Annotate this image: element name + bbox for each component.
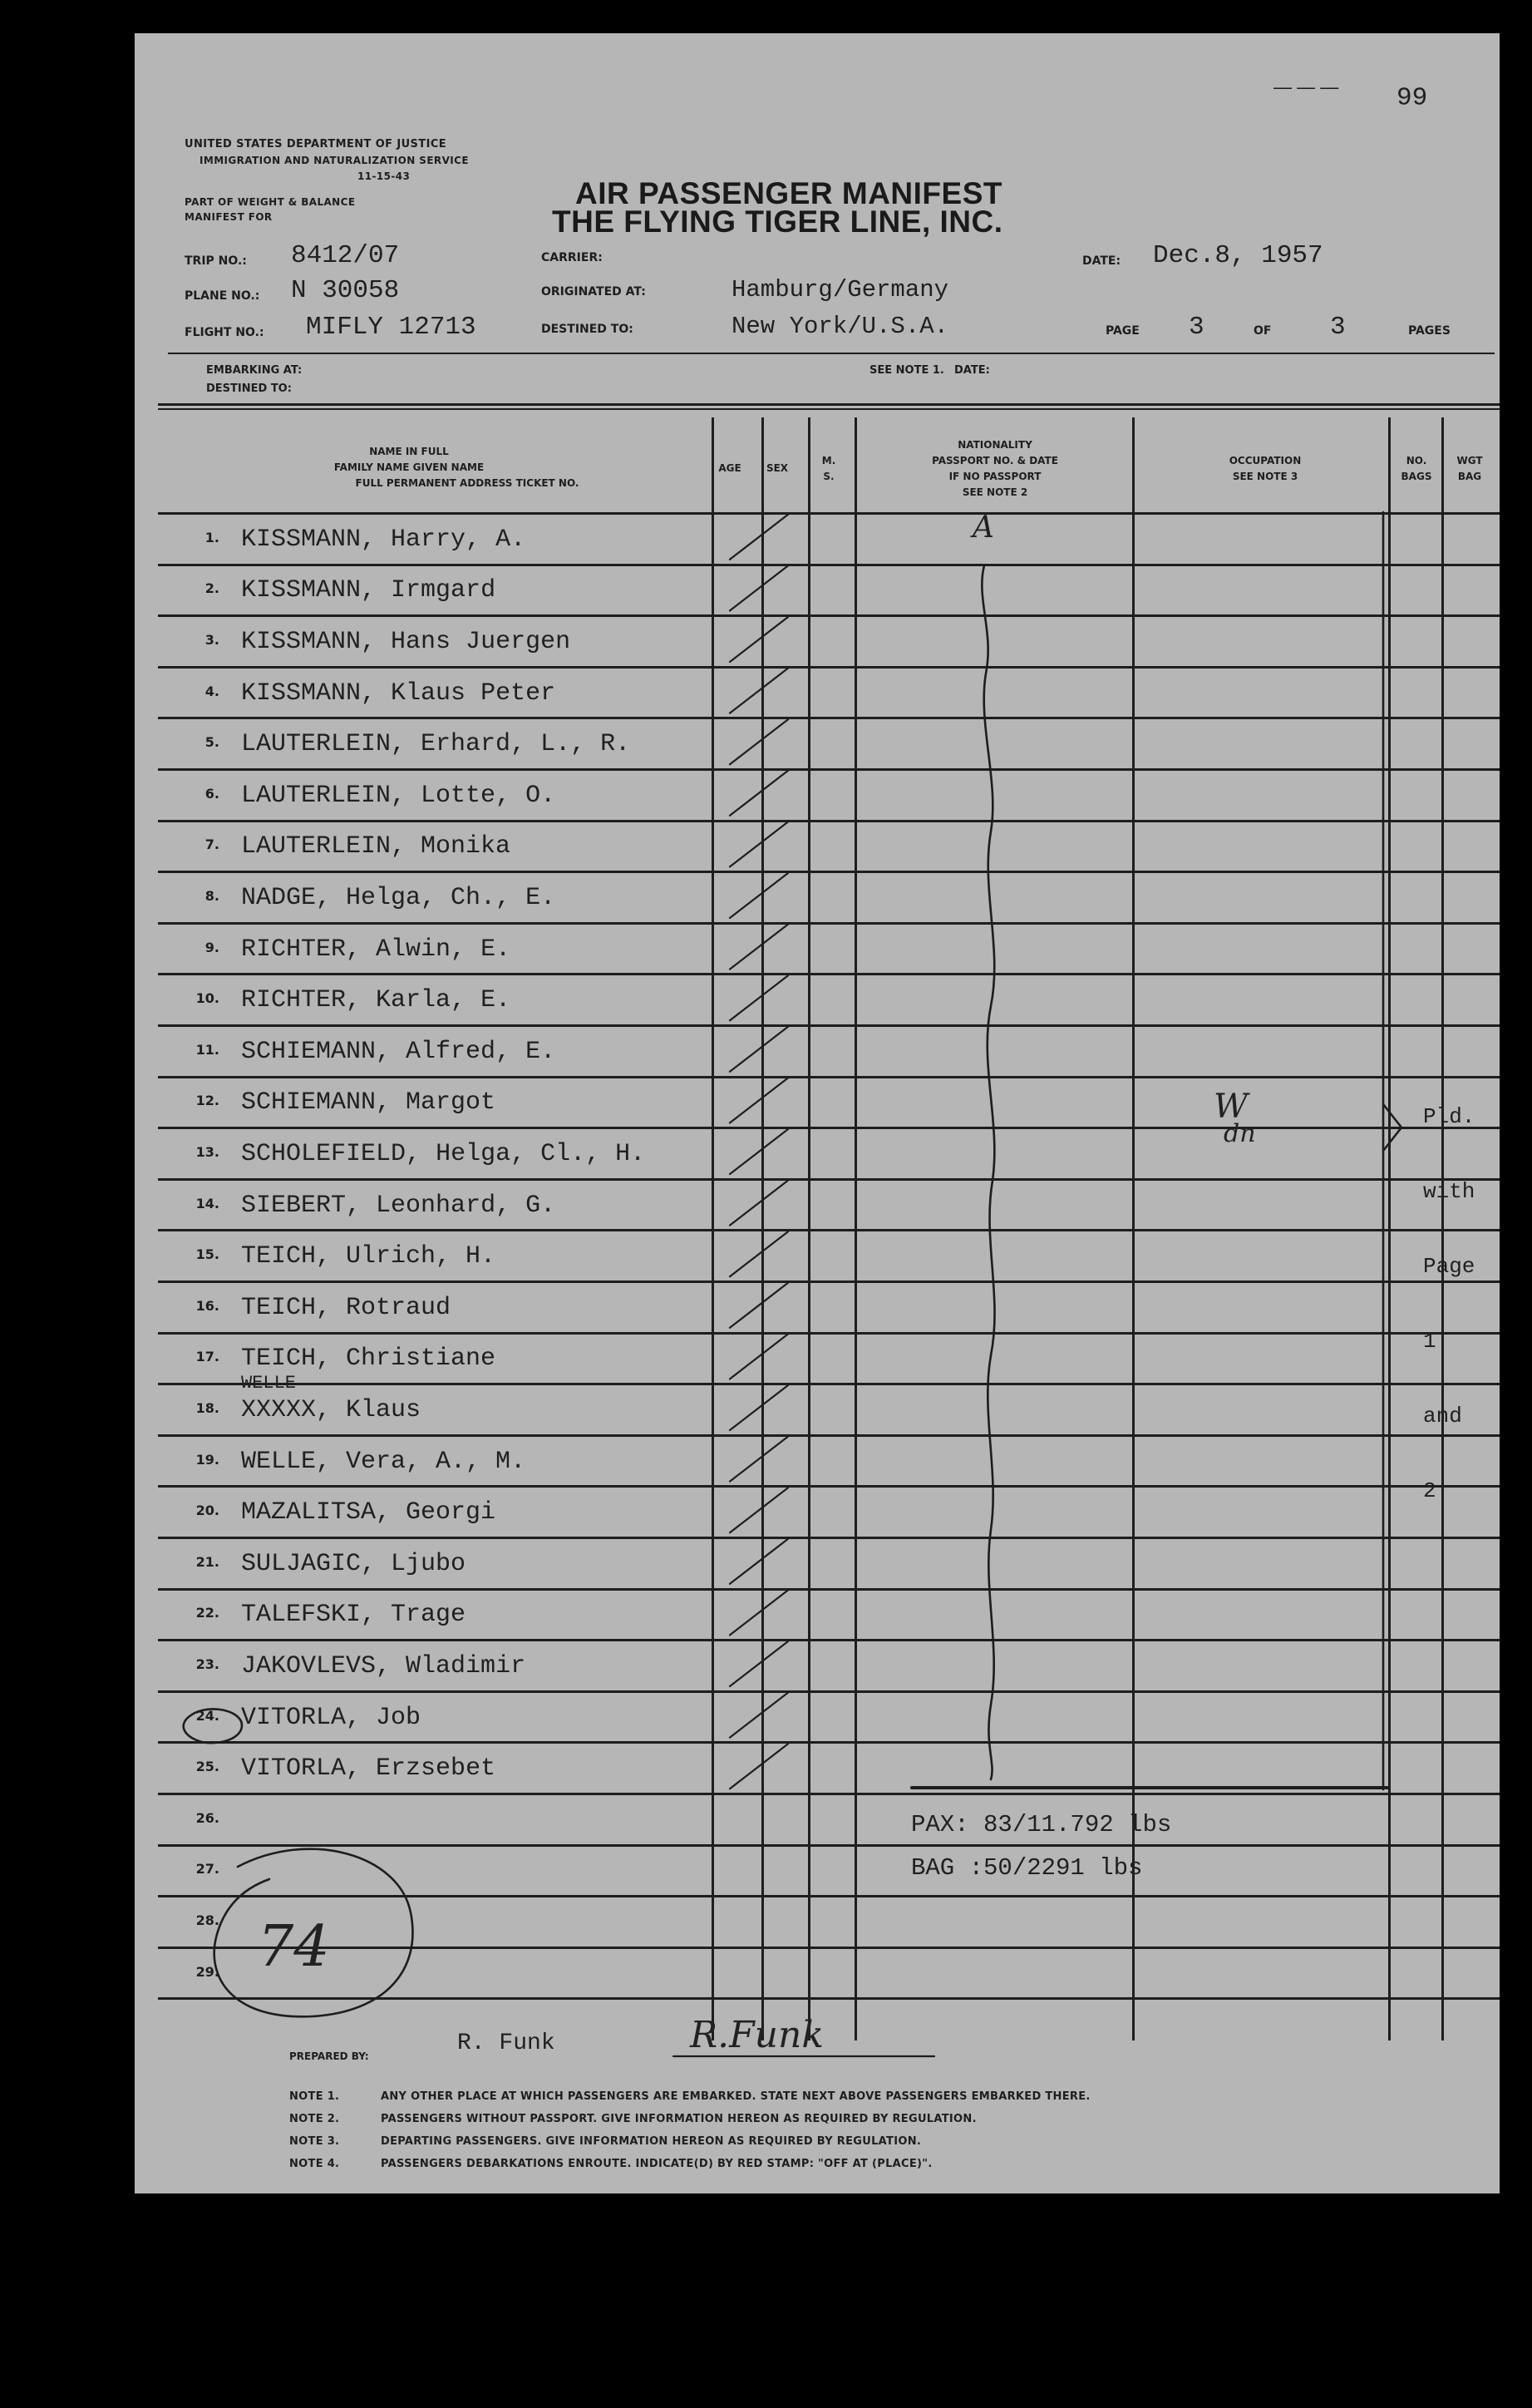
- row-number: 20.: [195, 1503, 219, 1519]
- col-nat-line3: IF NO PASSPORT: [948, 471, 1042, 482]
- row-number: 7.: [204, 836, 219, 853]
- col-nat-line2: PASSPORT NO. & DATE: [932, 455, 1058, 466]
- plane-value: N 30058: [291, 276, 400, 305]
- col-occ-line2: SEE NOTE 3: [1232, 471, 1298, 482]
- family-name: LAUTERLEIN: [241, 781, 392, 810]
- family-name: SULJAGIC: [241, 1549, 362, 1578]
- given-name: Karla, E.: [376, 986, 511, 1015]
- row-number: 14.: [195, 1195, 219, 1211]
- given-name: Harry, A.: [391, 525, 526, 554]
- row-number: 29.: [195, 1963, 219, 1980]
- given-name: Ljubo: [391, 1549, 466, 1578]
- family-name: KISSMANN: [241, 525, 362, 554]
- row-number: 3.: [204, 631, 219, 648]
- given-name: Alwin, E.: [376, 935, 511, 964]
- given-name: Helga, Ch., E.: [346, 883, 556, 912]
- name-separator: ,: [346, 1191, 377, 1220]
- family-name: SIEBERT: [241, 1191, 347, 1220]
- side-note-line1: Pld.: [1423, 1104, 1475, 1129]
- name-separator: ,: [346, 1703, 377, 1732]
- date-value: Dec.8, 1957: [1153, 241, 1323, 270]
- page-value: 3: [1189, 313, 1204, 342]
- prepared-name: R. Funk: [457, 2031, 555, 2056]
- nationality-mark: A: [973, 511, 994, 545]
- given-name: Margot: [406, 1088, 496, 1118]
- age-sex-checkmark: [730, 975, 788, 1020]
- row-number: 16.: [195, 1297, 219, 1314]
- row-number: 15.: [195, 1246, 219, 1263]
- age-sex-checkmark: [730, 1283, 788, 1328]
- given-name: Klaus: [346, 1395, 421, 1424]
- occupation-mark-line1: W: [1214, 1088, 1249, 1126]
- signature: R.Funk: [690, 2014, 824, 2056]
- age-sex-checkmark: [730, 1129, 788, 1174]
- name-separator: ,: [391, 832, 421, 861]
- age-sex-checkmark: [730, 1027, 788, 1072]
- family-name: RICHTER: [241, 935, 347, 964]
- handwritten-marks: [135, 33, 1500, 2193]
- family-name: TALEFSKI: [241, 1601, 362, 1630]
- side-note-line2: with: [1423, 1179, 1475, 1204]
- row-number: 12.: [195, 1093, 219, 1109]
- note-3: NOTE 3. DEPARTING PASSENGERS. GIVE INFORMATION HEREON AS REQUIRED BY REGULATION.: [289, 2135, 922, 2148]
- age-sex-checkmark: [730, 1385, 788, 1430]
- name-separator: ,: [316, 1447, 347, 1476]
- given-name: Irmgard: [391, 576, 496, 605]
- age-sex-checkmark: [730, 1078, 788, 1123]
- row-number: 19.: [195, 1451, 219, 1468]
- age-sex-checkmark: [730, 1181, 788, 1226]
- see-note-label: SEE NOTE 1.: [869, 364, 944, 377]
- nationality-ditto-line: [982, 565, 994, 1779]
- col-bags-line2: BAGS: [1401, 471, 1432, 482]
- note-1: NOTE 1. ANY OTHER PLACE AT WHICH PASSENGERS ARE EMBARKED. STATE NEXT ABOVE PASSENGERS EMBARKED THERE.: [289, 2090, 1091, 2103]
- col-name-line1: NAME IN FULL: [369, 446, 449, 457]
- embarking-label: EMBARKING AT:: [206, 364, 303, 377]
- trip-value: 8412/07: [291, 241, 400, 270]
- row24-circle: [184, 1709, 242, 1743]
- name-separator: ,: [316, 1293, 347, 1322]
- name-separator: ,: [406, 1139, 436, 1168]
- row-number: 11.: [195, 1041, 219, 1058]
- age-sex-checkmark: [730, 515, 788, 560]
- age-sex-checkmark: [730, 1590, 788, 1635]
- age-sex-checkmark: [730, 1744, 788, 1789]
- flight-label: FLIGHT NO.:: [185, 326, 264, 339]
- given-name: Ulrich, H.: [346, 1242, 496, 1271]
- agency-line1: UNITED STATES DEPARTMENT OF JUSTICE: [185, 138, 447, 150]
- row-number: 17.: [195, 1349, 219, 1365]
- name-separator: ,: [361, 1549, 392, 1578]
- name-separator: ,: [391, 730, 421, 759]
- name-separator: ,: [361, 678, 392, 708]
- row-number: 26.: [195, 1809, 219, 1826]
- given-name: Hans Juergen: [391, 627, 571, 656]
- family-name: KISSMANN: [241, 678, 362, 708]
- side-note-line3: Page: [1423, 1254, 1475, 1279]
- name-separator: ,: [376, 1088, 406, 1118]
- col-ms-line1: M.: [821, 455, 836, 466]
- col-bags-line1: NO.: [1406, 455, 1427, 466]
- col-name-line3: FULL PERMANENT ADDRESS TICKET NO.: [355, 477, 579, 489]
- row-number: 4.: [204, 683, 219, 699]
- row-number: 21.: [195, 1553, 219, 1570]
- part-of-line2: MANIFEST FOR: [185, 211, 273, 223]
- row-number: 5.: [204, 734, 219, 751]
- family-name: MAZALITSA: [241, 1498, 377, 1527]
- name-separator: ,: [346, 986, 377, 1015]
- originated-value: Hamburg/Germany: [732, 276, 949, 303]
- row-number: 6.: [204, 785, 219, 802]
- totals-pax: PAX: 83/11.792 lbs: [911, 1811, 1172, 1838]
- family-name: TEICH: [241, 1345, 317, 1374]
- row-number: 10.: [195, 990, 219, 1007]
- family-name: VITORLA: [241, 1703, 347, 1732]
- row-number: 8.: [204, 887, 219, 904]
- name-separator: ,: [376, 1037, 406, 1066]
- given-name: Georgi: [406, 1498, 496, 1527]
- given-name: Erzsebet: [376, 1754, 496, 1784]
- col-wgt-line1: WGT: [1456, 455, 1483, 466]
- dash-mark: — — —: [1273, 76, 1339, 97]
- side-note: [1423, 1054, 1475, 1553]
- form-date: 11-15-43: [357, 170, 411, 182]
- age-sex-checkmark: [730, 925, 788, 970]
- given-name: Rotraud: [346, 1293, 451, 1322]
- family-name: KISSMANN: [241, 576, 362, 605]
- name-separator: ,: [361, 576, 392, 605]
- family-name: XXXXX: [241, 1395, 317, 1424]
- side-note-line6: 2: [1423, 1478, 1436, 1503]
- col-name-line2: FAMILY NAME GIVEN NAME: [333, 461, 485, 473]
- col-occ-line1: OCCUPATION: [1229, 455, 1302, 466]
- name-separator: ,: [316, 1395, 347, 1424]
- family-name: SCHIEMANN: [241, 1088, 377, 1118]
- family-name: TEICH: [241, 1293, 317, 1322]
- row-number: 25.: [195, 1759, 219, 1775]
- bags-bracket-arrow: [1383, 1104, 1401, 1151]
- age-sex-checkmark: [730, 1488, 788, 1532]
- age-checkmarks: [730, 515, 788, 1789]
- family-name: RICHTER: [241, 986, 347, 1015]
- originated-label: ORIGINATED AT:: [541, 285, 646, 299]
- note-2: NOTE 2. PASSENGERS WITHOUT PASSPORT. GIVE INFORMATION HEREON AS REQUIRED BY REGULATION.: [289, 2113, 977, 2125]
- given-name: Trage: [391, 1601, 466, 1630]
- family-name: LAUTERLEIN: [241, 832, 392, 861]
- name-separator: ,: [346, 1754, 377, 1784]
- manifest-sheet: [135, 33, 1500, 2193]
- age-sex-checkmark: [730, 873, 788, 918]
- col-age: AGE: [718, 462, 741, 474]
- carrier-title: THE FLYING TIGER LINE, INC.: [552, 205, 1003, 239]
- age-sex-checkmark: [730, 1437, 788, 1482]
- family-name: VITORLA: [241, 1754, 347, 1784]
- prepared-label: PREPARED BY:: [289, 2050, 369, 2062]
- age-sex-checkmark: [730, 669, 788, 713]
- name-separator: ,: [361, 627, 392, 656]
- given-name: Helga, Cl., H.: [436, 1139, 646, 1168]
- given-name: Vera, A., M.: [346, 1447, 526, 1476]
- age-sex-checkmark: [730, 1693, 788, 1738]
- family-name: SCHOLEFIELD: [241, 1139, 406, 1168]
- family-name: LAUTERLEIN: [241, 730, 392, 759]
- family-name: SCHIEMANN: [241, 1037, 377, 1066]
- name-separator: ,: [376, 1651, 406, 1680]
- destined-value: New York/U.S.A.: [732, 313, 949, 340]
- date-label: DATE:: [1082, 254, 1121, 268]
- age-sex-checkmark: [730, 719, 788, 764]
- age-sex-checkmark: [730, 771, 788, 816]
- notes-section: [289, 2087, 1091, 2177]
- given-name: Christiane: [346, 1345, 496, 1374]
- row-number: 27.: [195, 1861, 219, 1878]
- manifest-title: AIR PASSENGER MANIFEST: [575, 176, 1002, 210]
- name-separator: ,: [316, 883, 347, 912]
- row-number: 9.: [204, 939, 219, 955]
- given-name: Lotte, O.: [421, 781, 556, 810]
- family-name: KISSMANN: [241, 627, 362, 656]
- side-note-line4: 1: [1423, 1329, 1436, 1354]
- age-sex-checkmark: [730, 1641, 788, 1686]
- given-name: Job: [376, 1703, 421, 1732]
- destined-to-label: DESTINED TO:: [206, 382, 292, 395]
- age-sex-checkmark: [730, 1334, 788, 1379]
- given-name: Klaus Peter: [391, 678, 556, 708]
- note-4: NOTE 4. PASSENGERS DEBARKATIONS ENROUTE. INDICATE(D) BY RED STAMP: "OFF AT (PLACE)".: [289, 2158, 933, 2170]
- col-ms-line2: S.: [823, 471, 835, 482]
- trip-label: TRIP NO.:: [185, 254, 247, 268]
- col-sex: SEX: [766, 462, 789, 474]
- family-name: WELLE: [241, 1447, 317, 1476]
- plane-label: PLANE NO.:: [185, 289, 260, 303]
- given-name: Wladimir: [406, 1651, 526, 1680]
- row-number: 1.: [204, 529, 219, 545]
- part-of-line1: PART OF WEIGHT & BALANCE: [185, 196, 356, 208]
- circle-note: 74: [258, 1914, 330, 1980]
- family-name: TEICH: [241, 1242, 317, 1271]
- name-separator: ,: [316, 1345, 347, 1374]
- row-number: 24.: [195, 1707, 219, 1724]
- name-separator: ,: [361, 1601, 392, 1630]
- of-label: OF: [1254, 324, 1272, 338]
- col-nat-line4: SEE NOTE 2: [962, 486, 1028, 498]
- pages-label: PAGES: [1408, 324, 1451, 338]
- age-sex-checkmark: [730, 1231, 788, 1276]
- family-name: JAKOVLEVS: [241, 1651, 377, 1680]
- family-name: NADGE: [241, 883, 317, 912]
- age-sex-checkmark: [730, 565, 788, 610]
- name-separator: ,: [361, 525, 392, 554]
- side-note-line5: and: [1423, 1404, 1462, 1429]
- given-name: Erhard, L., R.: [421, 730, 631, 759]
- carrier-label: CARRIER:: [541, 251, 603, 264]
- row-number: 28.: [195, 1912, 219, 1928]
- date2-label: DATE:: [954, 364, 990, 377]
- name-separator: ,: [346, 935, 377, 964]
- destined-label: DESTINED TO:: [541, 323, 633, 336]
- row18-overwrite: WELLE: [241, 1373, 297, 1394]
- col-nat-line1: NATIONALITY: [958, 439, 1032, 451]
- name-separator: ,: [391, 781, 421, 810]
- page-number: 99: [1397, 83, 1428, 113]
- age-sex-checkmark: [730, 1539, 788, 1584]
- row-number: 22.: [195, 1605, 219, 1621]
- given-name: Monika: [421, 832, 511, 861]
- of-value: 3: [1330, 313, 1346, 342]
- age-sex-checkmark: [730, 617, 788, 662]
- given-name: Leonhard, G.: [376, 1191, 556, 1220]
- agency-line2: IMMIGRATION AND NATURALIZATION SERVICE: [200, 155, 469, 166]
- flight-value: MIFLY 12713: [306, 313, 476, 342]
- row-number: 18.: [195, 1399, 219, 1416]
- age-sex-checkmark: [730, 822, 788, 866]
- col-wgt-line2: BAG: [1457, 471, 1482, 482]
- row-number: 2.: [204, 580, 219, 597]
- page-label: PAGE: [1106, 324, 1140, 338]
- name-separator: ,: [316, 1242, 347, 1271]
- name-separator: ,: [376, 1498, 406, 1527]
- given-name: Alfred, E.: [406, 1037, 556, 1066]
- occupation-mark-line2: dn: [1224, 1119, 1256, 1148]
- totals-bag: BAG :50/2291 lbs: [911, 1854, 1143, 1882]
- row-number: 23.: [195, 1656, 219, 1672]
- row-number: 13.: [195, 1143, 219, 1160]
